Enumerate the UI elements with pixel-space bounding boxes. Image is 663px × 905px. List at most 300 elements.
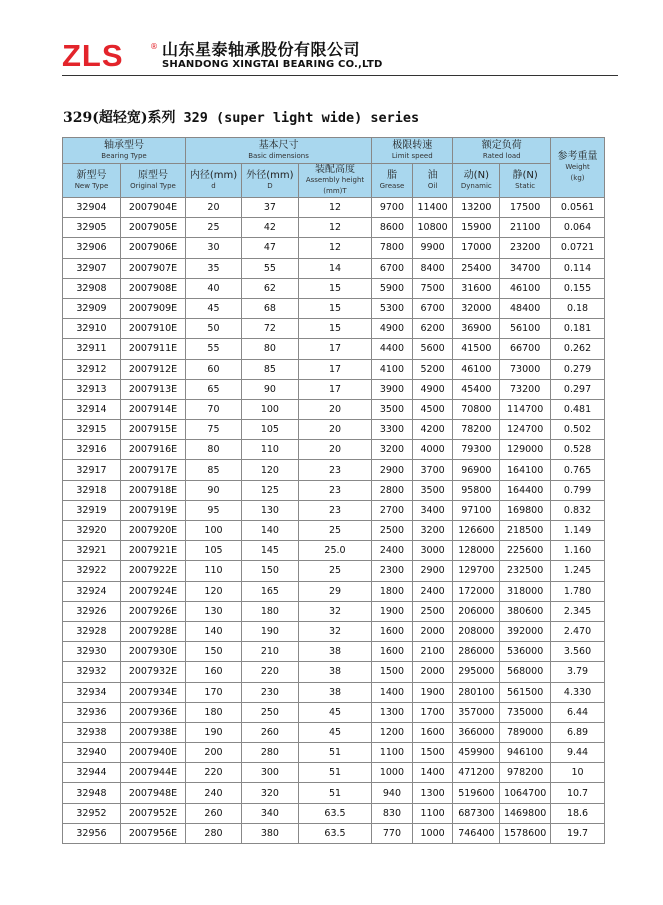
table-cell: 1500 [372,662,413,682]
table-cell: 129700 [453,561,500,581]
table-cell: 5600 [412,339,453,359]
table-cell: 2007930E [120,642,185,662]
table-cell: 220 [241,662,298,682]
table-cell: 12 [298,238,371,258]
table-cell: 1900 [372,601,413,621]
table-cell: 46100 [453,359,500,379]
table-cell: 25 [298,561,371,581]
table-cell: 1000 [412,823,453,843]
table-cell: 3700 [412,460,453,480]
table-cell: 4900 [372,319,413,339]
table-cell: 7800 [372,238,413,258]
table-cell: 105 [241,420,298,440]
table-cell: 1900 [412,682,453,702]
table-cell: 5300 [372,298,413,318]
table-cell: 38 [298,642,371,662]
table-cell: 8400 [412,258,453,278]
table-cell: 20 [186,198,242,218]
table-cell: 2100 [412,642,453,662]
table-cell: 85 [241,359,298,379]
registered-mark: ® [150,42,158,51]
table-cell: 340 [241,803,298,823]
table-row [63,642,605,662]
table-cell: 32956 [63,823,121,843]
table-cell: 32906 [63,238,121,258]
table-cell: 295000 [453,662,500,682]
table-cell: 75 [186,420,242,440]
zls-logo: ZLS [62,38,124,73]
table-cell: 0.297 [551,379,605,399]
table-cell: 3900 [372,379,413,399]
header-limit-speed: 极限转速 Limit speed [372,138,453,164]
table-cell: 4500 [412,399,453,419]
table-cell: 50 [186,319,242,339]
table-cell: 32952 [63,803,121,823]
table-cell: 124700 [500,420,551,440]
table-cell: 80 [241,339,298,359]
table-cell: 72 [241,319,298,339]
table-cell: 2000 [412,662,453,682]
table-cell: 1400 [412,763,453,783]
table-cell: 32940 [63,743,121,763]
table-cell: 260 [241,722,298,742]
table-cell: 32912 [63,359,121,379]
table-cell: 126600 [453,521,500,541]
table-cell: 6.89 [551,722,605,742]
table-cell: 32948 [63,783,121,803]
table-cell: 2.345 [551,601,605,621]
table-cell: 2007932E [120,662,185,682]
table-cell: 30 [186,238,242,258]
table-cell: 32917 [63,460,121,480]
table-row [63,601,605,621]
table-cell: 48400 [500,298,551,318]
table-cell: 4000 [412,440,453,460]
table-cell: 380 [241,823,298,843]
table-cell: 2007936E [120,702,185,722]
table-cell: 32000 [453,298,500,318]
table-cell: 1600 [372,642,413,662]
header-bearing-type: 轴承型号 Bearing Type [63,138,186,164]
table-cell: 20 [298,440,371,460]
table-cell: 172000 [453,581,500,601]
table-cell: 220 [186,763,242,783]
table-cell: 1.160 [551,541,605,561]
table-cell: 3000 [412,541,453,561]
table-cell: 140 [241,521,298,541]
table-row [63,399,605,419]
table-cell: 114700 [500,399,551,419]
header-original-type: 原型号 Original Type [120,164,185,198]
table-cell: 2007921E [120,541,185,561]
table-cell: 280100 [453,682,500,702]
table-cell: 789000 [500,722,551,742]
table-cell: 1700 [412,702,453,722]
table-cell: 320 [241,783,298,803]
table-cell: 1100 [412,803,453,823]
table-row [63,763,605,783]
table-cell: 2007909E [120,298,185,318]
table-cell: 2007910E [120,319,185,339]
table-cell: 25.0 [298,541,371,561]
table-cell: 45 [186,298,242,318]
table-cell: 68 [241,298,298,318]
table-cell: 25 [298,521,371,541]
table-cell: 32922 [63,561,121,581]
table-cell: 13200 [453,198,500,218]
table-cell: 2000 [412,621,453,641]
table-cell: 97100 [453,500,500,520]
header-weight: 参考重量 Weight (kg) [551,138,605,198]
table-cell: 0.155 [551,278,605,298]
header-static-load: 静(N) Static [500,164,551,198]
table-cell: 735000 [500,702,551,722]
table-cell: 78200 [453,420,500,440]
table-cell: 3.560 [551,642,605,662]
table-cell: 12 [298,198,371,218]
table-cell: 38 [298,682,371,702]
table-cell: 3500 [412,480,453,500]
table-cell: 17500 [500,198,551,218]
table-row [63,460,605,480]
table-cell: 6200 [412,319,453,339]
table-cell: 23 [298,460,371,480]
table-cell: 51 [298,763,371,783]
table-cell: 218500 [500,521,551,541]
table-cell: 770 [372,823,413,843]
table-cell: 120 [241,460,298,480]
table-row [63,359,605,379]
table-cell: 96900 [453,460,500,480]
table-cell: 32920 [63,521,121,541]
table-cell: 2007940E [120,743,185,763]
table-cell: 150 [186,642,242,662]
table-cell: 519600 [453,783,500,803]
table-cell: 140 [186,621,242,641]
table-cell: 56100 [500,319,551,339]
table-cell: 0.765 [551,460,605,480]
table-cell: 1500 [412,743,453,763]
table-cell: 3.79 [551,662,605,682]
table-cell: 29 [298,581,371,601]
table-cell: 130 [186,601,242,621]
table-cell: 45400 [453,379,500,399]
table-cell: 940 [372,783,413,803]
table-cell: 0.262 [551,339,605,359]
table-cell: 32928 [63,621,121,641]
table-cell: 85 [186,460,242,480]
table-cell: 4200 [412,420,453,440]
table-cell: 34700 [500,258,551,278]
table-cell: 3500 [372,399,413,419]
table-cell: 536000 [500,642,551,662]
table-cell: 32 [298,601,371,621]
table-cell: 15900 [453,218,500,238]
series-title-cn: 329(超轻宽)系列 [63,110,176,126]
table-cell: 746400 [453,823,500,843]
table-cell: 0.0721 [551,238,605,258]
header-oil: 油 Oil [412,164,453,198]
company-name-cn: 山东星泰轴承股份有限公司 [162,40,361,59]
table-cell: 32938 [63,722,121,742]
series-title-en: 329 (super light wide) series [183,110,420,126]
table-cell: 9700 [372,198,413,218]
table-cell: 32930 [63,642,121,662]
table-cell: 20 [298,399,371,419]
table-cell: 14 [298,258,371,278]
table-cell: 210 [241,642,298,662]
table-cell: 2007926E [120,601,185,621]
table-cell: 280 [241,743,298,763]
table-row [63,198,605,218]
table-row [63,440,605,460]
table-row [63,803,605,823]
table-cell: 100 [186,521,242,541]
table-row [63,218,605,238]
header-dynamic-load: 动(N) Dynamic [453,164,500,198]
table-cell: 2007952E [120,803,185,823]
table-cell: 1000 [372,763,413,783]
table-row [63,621,605,641]
table-cell: 0.799 [551,480,605,500]
table-cell: 45 [298,722,371,742]
table-row [63,702,605,722]
table-cell: 10.7 [551,783,605,803]
table-cell: 25400 [453,258,500,278]
header-grease: 脂 Grease [372,164,413,198]
table-cell: 66700 [500,339,551,359]
table-row [63,743,605,763]
table-cell: 1100 [372,743,413,763]
table-cell: 2007905E [120,218,185,238]
table-cell: 1.149 [551,521,605,541]
table-cell: 130 [241,500,298,520]
header-new-type: 新型号 New Type [63,164,121,198]
table-cell: 4.330 [551,682,605,702]
table-cell: 2007906E [120,238,185,258]
table-cell: 6700 [412,298,453,318]
company-name-en: SHANDONG XINGTAI BEARING CO.,LTD [162,59,383,70]
table-row [63,339,605,359]
table-cell: 3300 [372,420,413,440]
table-cell: 471200 [453,763,500,783]
table-cell: 15 [298,298,371,318]
table-cell: 150 [241,561,298,581]
table-cell: 0.0561 [551,198,605,218]
table-cell: 32926 [63,601,121,621]
table-cell: 7500 [412,278,453,298]
table-cell: 10800 [412,218,453,238]
table-cell: 40 [186,278,242,298]
table-cell: 250 [241,702,298,722]
table-cell: 2007919E [120,500,185,520]
header-divider [62,75,618,76]
table-cell: 2007915E [120,420,185,440]
table-cell: 165 [241,581,298,601]
table-cell: 12 [298,218,371,238]
table-cell: 2007911E [120,339,185,359]
table-cell: 60 [186,359,242,379]
table-cell: 11400 [412,198,453,218]
table-cell: 0.832 [551,500,605,520]
table-cell: 17 [298,339,371,359]
table-cell: 2007928E [120,621,185,641]
table-cell: 79300 [453,440,500,460]
table-cell: 25 [186,218,242,238]
table-cell: 63.5 [298,823,371,843]
table-cell: 240 [186,783,242,803]
table-cell: 1578600 [500,823,551,843]
table-cell: 561500 [500,682,551,702]
table-cell: 2900 [372,460,413,480]
table-row [63,722,605,742]
table-cell: 2500 [372,521,413,541]
table-cell: 90 [186,480,242,500]
table-cell: 225600 [500,541,551,561]
table-cell: 2007938E [120,722,185,742]
table-cell: 280 [186,823,242,843]
table-cell: 260 [186,803,242,823]
table-cell: 300 [241,763,298,783]
table-cell: 32921 [63,541,121,561]
table-cell: 1300 [412,783,453,803]
table-cell: 2007908E [120,278,185,298]
table-cell: 208000 [453,621,500,641]
table-cell: 1469800 [500,803,551,823]
table-cell: 1300 [372,702,413,722]
table-row [63,420,605,440]
table-cell: 95800 [453,480,500,500]
table-cell: 9900 [412,238,453,258]
table-cell: 687300 [453,803,500,823]
table-cell: 63.5 [298,803,371,823]
table-cell: 2007912E [120,359,185,379]
table-cell: 17000 [453,238,500,258]
table-cell: 62 [241,278,298,298]
table-cell: 73000 [500,359,551,379]
table-cell: 164100 [500,460,551,480]
table-cell: 357000 [453,702,500,722]
table-cell: 36900 [453,319,500,339]
table-row [63,662,605,682]
table-cell: 3400 [412,500,453,520]
table-cell: 978200 [500,763,551,783]
table-cell: 3200 [372,440,413,460]
table-row [63,521,605,541]
table-cell: 0.481 [551,399,605,419]
table-cell: 32936 [63,702,121,722]
table-cell: 32932 [63,662,121,682]
table-cell: 32915 [63,420,121,440]
table-cell: 164400 [500,480,551,500]
header-rated-load: 额定负荷 Rated load [453,138,551,164]
series-title [63,109,419,127]
table-cell: 80 [186,440,242,460]
table-cell: 2007917E [120,460,185,480]
table-cell: 190 [241,621,298,641]
table-cell: 0.528 [551,440,605,460]
header-inner-diameter: 内径(mm) d [186,164,242,198]
table-cell: 42 [241,218,298,238]
table-cell: 2007922E [120,561,185,581]
table-cell: 170 [186,682,242,702]
table-cell: 32908 [63,278,121,298]
table-cell: 110 [241,440,298,460]
table-cell: 35 [186,258,242,278]
table-row [63,258,605,278]
table-row [63,500,605,520]
table-cell: 5200 [412,359,453,379]
table-cell: 1800 [372,581,413,601]
table-cell: 23 [298,480,371,500]
table-cell: 2007904E [120,198,185,218]
table-cell: 129000 [500,440,551,460]
table-cell: 160 [186,662,242,682]
table-cell: 70800 [453,399,500,419]
table-cell: 206000 [453,601,500,621]
table-cell: 946100 [500,743,551,763]
table-cell: 830 [372,803,413,823]
table-cell: 0.064 [551,218,605,238]
table-cell: 2500 [412,601,453,621]
table-cell: 73200 [500,379,551,399]
table-cell: 2400 [372,541,413,561]
table-row [63,581,605,601]
table-cell: 2007956E [120,823,185,843]
table-cell: 180 [241,601,298,621]
table-cell: 1064700 [500,783,551,803]
table-row [63,480,605,500]
table-cell: 23 [298,500,371,520]
table-cell: 2007916E [120,440,185,460]
table-cell: 0.502 [551,420,605,440]
table-cell: 9.44 [551,743,605,763]
table-cell: 0.279 [551,359,605,379]
table-cell: 51 [298,783,371,803]
table-cell: 19.7 [551,823,605,843]
table-cell: 46100 [500,278,551,298]
table-cell: 110 [186,561,242,581]
page-header [62,38,622,78]
table-cell: 2007918E [120,480,185,500]
table-cell: 10 [551,763,605,783]
table-cell: 55 [241,258,298,278]
table-cell: 32 [298,621,371,641]
table-cell: 120 [186,581,242,601]
table-cell: 0.114 [551,258,605,278]
table-cell: 32913 [63,379,121,399]
table-cell: 32911 [63,339,121,359]
table-row [63,278,605,298]
table-cell: 4400 [372,339,413,359]
table-cell: 1.245 [551,561,605,581]
table-row [63,238,605,258]
table-cell: 100 [241,399,298,419]
table-cell: 32934 [63,682,121,702]
table-body [63,198,605,844]
table-cell: 65 [186,379,242,399]
table-cell: 6.44 [551,702,605,722]
table-cell: 32905 [63,218,121,238]
table-cell: 32944 [63,763,121,783]
header-outer-diameter: 外径(mm) D [241,164,298,198]
table-cell: 2007934E [120,682,185,702]
table-cell: 4900 [412,379,453,399]
table-cell: 169800 [500,500,551,520]
table-cell: 1200 [372,722,413,742]
table-cell: 568000 [500,662,551,682]
table-cell: 90 [241,379,298,399]
